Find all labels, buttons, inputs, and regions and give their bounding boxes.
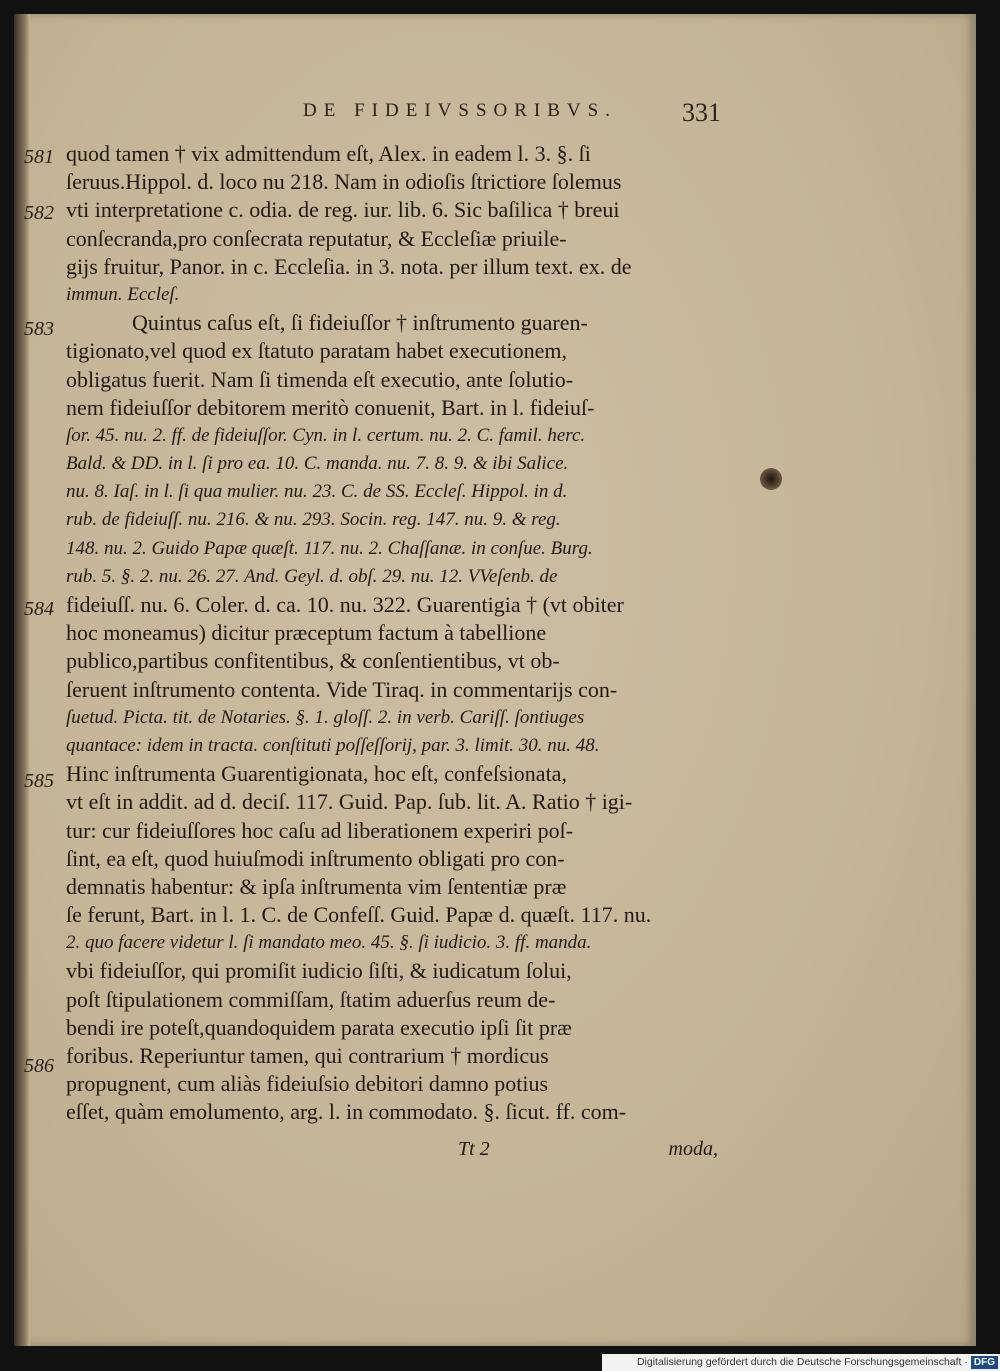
footer-credit: Digitalisierung gefördert durch die Deutsche Forschungsgemeinschaft <box>636 1356 962 1368</box>
text-line: ſeruent inſtrumento contenta. Vide Tiraq. in commentarijs con- <box>66 676 618 702</box>
text-line: Quintus caſus eſt, ſi fideiuſſor † inſtrumento guaren- <box>132 310 588 336</box>
text-line: nem fideiuſſor debitorem meritò conuenit, Bart. in l. fideiuſ- <box>66 394 595 420</box>
text-line: ſint, ea eſt, quod huiuſmodi inſtrumento obligati pro con- <box>66 845 565 871</box>
text-line: ſuetud. Picta. tit. de Notaries. §. 1. gloſſ. 2. in verb. Cariſſ. ſontiuges <box>66 706 585 728</box>
body-text <box>66 140 724 1127</box>
text-line: tur: cur fideiuſſores hoc caſu ad liberationem experiri poſ- <box>66 817 574 843</box>
text-line: obligatus fuerit. Nam ſi timenda eſt executio, ante ſolutio- <box>66 366 574 392</box>
text-line: immun. Eccleſ. <box>66 283 180 305</box>
text-line: vti interpretatione c. odia. de reg. iur. lib. 6. Sic baſilica † breui <box>66 197 620 223</box>
text-line: gijs fruitur, Panor. in c. Eccleſia. in 3. nota. per illum text. ex. de <box>66 253 632 279</box>
text-line: 148. nu. 2. Guido Papæ quæſt. 117. nu. 2. Chaſſanæ. in conſue. Burg. <box>66 537 593 559</box>
page-foot <box>418 1138 718 1161</box>
text-line: quod tamen † vix admittendum eſt, Alex. in eadem l. 3. §. ſi <box>66 141 591 166</box>
text-line: ſor. 45. nu. 2. ff. de fideiuſſor. Cyn. in l. certum. nu. 2. C. famil. herc. <box>66 424 586 446</box>
text-line: poſt ſtipulationem commiſſam, ſtatim aduerſus reum de- <box>66 986 556 1012</box>
margin-number: 585 <box>24 770 54 792</box>
text-line: fideiuſſ. nu. 6. Coler. d. ca. 10. nu. 322. Guarentigia † (vt obiter <box>66 592 624 617</box>
text-line: rub. 5. §. 2. nu. 26. 27. And. Geyl. d. obſ. 29. nu. 12. VVeſenb. de <box>66 565 558 587</box>
text-line: Hinc inſtrumenta Guarentigionata, hoc eſt, confeſsionata, <box>66 761 567 787</box>
margin-number: 582 <box>24 202 54 224</box>
text-line: demnatis habentur: & ipſa inſtrumenta vim ſententiæ præ <box>66 873 567 899</box>
text-line: vt eſt in addit. ad d. deciſ. 117. Guid. Pap. ſub. lit. A. Ratio † igi- <box>66 789 633 815</box>
dfg-logo: DFG <box>971 1356 998 1369</box>
text-line: ſe ferunt, Bart. in l. 1. C. de Confeſſ. Guid. Papæ d. quæſt. 117. nu. <box>66 902 652 928</box>
text-line: rub. de fideiuſſ. nu. 216. & nu. 293. Socin. reg. 147. nu. 9. & reg. <box>66 509 561 531</box>
text-line: publico,partibus confitentibus, & conſentientibus, vt ob- <box>66 648 560 674</box>
digitization-footer: Digitalisierung gefördert durch die Deutsche Forschungsgemeinschaft · DFG <box>602 1354 1000 1371</box>
margin-number: 581 <box>24 146 54 168</box>
text-line: foribus. Reperiuntur tamen, qui contrarium † mordicus <box>66 1043 549 1068</box>
text-line: hoc moneamus) dicitur præceptum factum à tabellione <box>66 620 547 646</box>
text-line: conſecranda,pro conſecrata reputatur, & Eccleſiæ priuile- <box>66 225 567 251</box>
margin-number: 583 <box>24 318 54 340</box>
ink-stain <box>760 468 782 490</box>
text-line: quantace: idem in tracta. conſtituti poſſeſſorij, par. 3. limit. 30. nu. 48. <box>66 734 600 756</box>
text-line: ſeruus.Hippol. d. loco nu 218. Nam in odioſis ſtrictiore ſolemus <box>66 169 622 195</box>
signature-mark: Tt 2 <box>458 1138 490 1160</box>
text-line: Bald. & DD. in l. ſi pro ea. 10. C. manda. nu. 7. 8. 9. & ibi Salice. <box>66 453 569 475</box>
text-line: eſſet, quàm emolumento, arg. l. in commodato. §. ſicut. ff. com- <box>66 1099 627 1125</box>
text-line: bendi ire poteſt,quandoquidem parata executio ipſi ſit præ <box>66 1014 572 1040</box>
text-line: tigionato,vel quod ex ſtatuto paratam habet executionem, <box>66 338 567 364</box>
text-line: propugnent, cum aliàs fideiuſsio debitori damno potius <box>66 1071 549 1097</box>
margin-number: 586 <box>24 1055 54 1077</box>
text-line: 2. quo facere videtur l. ſi mandato meo. 45. §. ſi iudicio. 3. ff. manda. <box>66 932 592 954</box>
page-number: 331 <box>682 98 721 127</box>
text-line: vbi fideiuſſor, qui promiſit iudicio ſiſti, & iudicatum ſolui, <box>66 958 572 984</box>
text-line: nu. 8. Iaſ. in l. ſi qua mulier. nu. 23. C. de SS. Eccleſ. Hippol. in d. <box>66 481 568 503</box>
running-head: DE FIDEIVSSORIBVS. <box>303 100 617 121</box>
catchword: moda, <box>668 1138 718 1160</box>
margin-number: 584 <box>24 598 54 620</box>
